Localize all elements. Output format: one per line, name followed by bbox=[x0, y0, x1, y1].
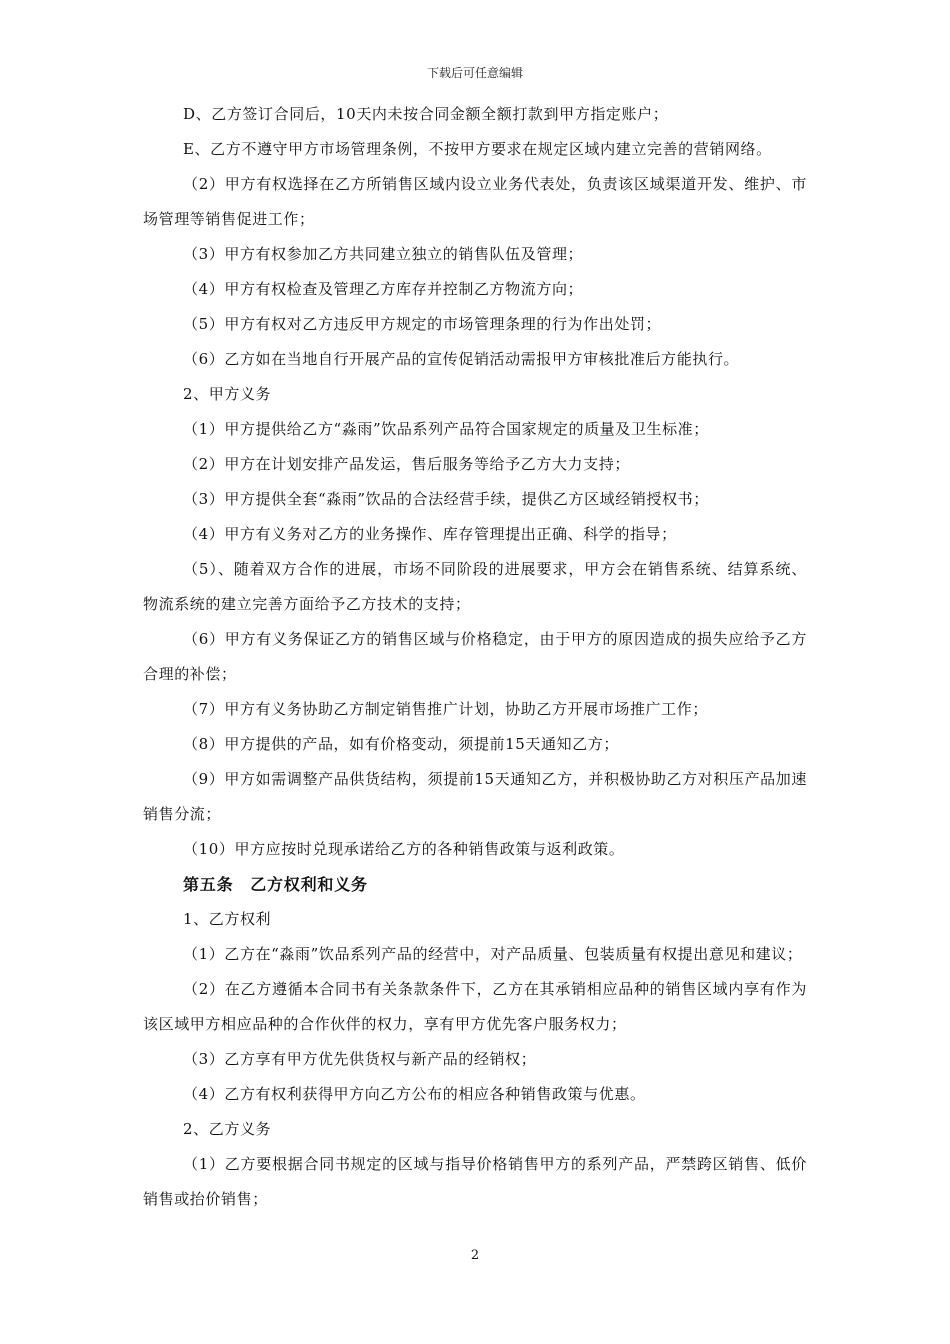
paragraph: （4）乙方有权利获得甲方向乙方公布的相应各种销售政策与优惠。 bbox=[183, 1085, 646, 1103]
paragraph: （2）甲方在计划安排产品发运，售后服务等给予乙方大力支持； bbox=[183, 455, 630, 473]
paragraph: （3）甲方提供全套“淼雨”饮品的合法经营手续，提供乙方区域经销授权书； bbox=[183, 490, 709, 508]
paragraph: （4）甲方有权检查及管理乙方库存并控制乙方物流方向； bbox=[183, 280, 584, 298]
header-note: 下载后可任意编辑 bbox=[426, 66, 523, 80]
document-body bbox=[143, 97, 807, 1217]
paragraph: （7）甲方有义务协助乙方制定销售推广计划，协助乙方开展市场推广工作； bbox=[183, 700, 708, 718]
paragraph: （6）甲方有义务保证乙方的销售区域与价格稳定，由于甲方的原因造成的损失应给予乙方合理的补偿； bbox=[143, 630, 807, 683]
paragraph: （3）乙方享有甲方优先供货权与新产品的经销权； bbox=[183, 1050, 537, 1068]
article-heading: 第五条 乙方权利和义务 bbox=[183, 875, 368, 894]
paragraph: （2）在乙方遵循本合同书有关条款条件下，乙方在其承销相应品种的销售区域内享有作为该区域甲方相应品种的合作伙伴的权力，享有甲方优先客户服务权力； bbox=[143, 980, 807, 1033]
paragraph: （8）甲方提供的产品，如有价格变动，须提前15天通知乙方； bbox=[183, 735, 620, 753]
paragraph: （4）甲方有义务对乙方的业务操作、库存管理提出正确、科学的指导； bbox=[183, 525, 677, 543]
section-subheading: 1、乙方权利 bbox=[183, 910, 272, 928]
section-subheading: 2、乙方义务 bbox=[183, 1120, 272, 1138]
paragraph: （6）乙方如在当地自行开展产品的宣传促销活动需报甲方审核批准后方能执行。 bbox=[183, 350, 740, 368]
paragraph: （1）乙方要根据合同书规定的区域与指导价格销售甲方的系列产品，严禁跨区销售、低价销售或抬价销售； bbox=[143, 1155, 807, 1208]
paragraph: （9）甲方如需调整产品供货结构，须提前15天通知乙方，并积极协助乙方对积压产品加速销售分流； bbox=[143, 770, 807, 823]
page-number: 2 bbox=[470, 1248, 480, 1263]
paragraph: （3）甲方有权参加乙方共同建立独立的销售队伍及管理； bbox=[183, 245, 584, 263]
paragraph: （10）甲方应按时兑现承诺给乙方的各种销售政策与返利政策。 bbox=[183, 840, 625, 858]
paragraph: E、乙方不遵守甲方市场管理条例，不按甲方要求在规定区域内建立完善的营销网络。 bbox=[183, 140, 772, 158]
paragraph: （2）甲方有权选择在乙方所销售区域内设立业务代表处，负责该区域渠道开发、维护、市场管理等销售促进工作； bbox=[143, 175, 807, 228]
paragraph: （1）乙方在“淼雨”饮品系列产品的经营中，对产品质量、包装质量有权提出意见和建议； bbox=[183, 945, 803, 963]
section-subheading: 2、甲方义务 bbox=[183, 385, 272, 403]
paragraph: （1）甲方提供给乙方“淼雨”饮品系列产品符合国家规定的质量及卫生标准； bbox=[183, 420, 709, 438]
paragraph: （5）甲方有权对乙方违反甲方规定的市场管理条理的行为作出处罚； bbox=[183, 315, 662, 333]
paragraph: D、乙方签订合同后，10天内未按合同金额全额打款到甲方指定账户； bbox=[183, 105, 669, 123]
paragraph: （5）、随着双方合作的进展，市场不同阶段的进展要求，甲方会在销售系统、结算系统、物流系统的建立完善方面给予乙方技术的支持； bbox=[143, 560, 807, 613]
